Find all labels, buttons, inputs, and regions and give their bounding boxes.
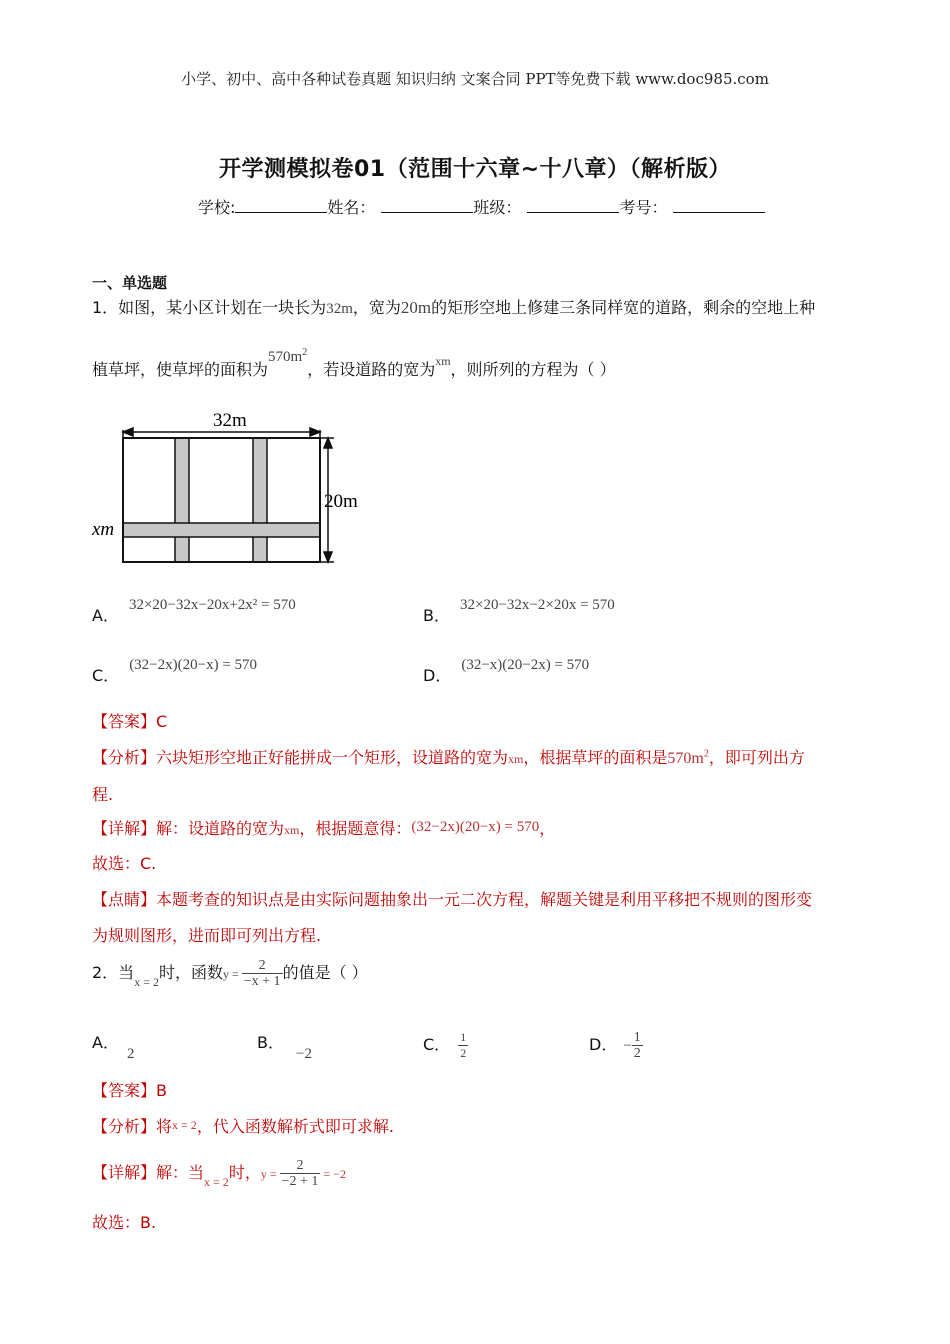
answer-value: B	[156, 1081, 167, 1100]
q2-stem	[92, 958, 368, 989]
field-school-label: 学校:	[198, 198, 236, 217]
field-name-blank[interactable]	[381, 198, 473, 213]
road-horizontal	[123, 523, 320, 537]
q1-choose: 故选：C.	[92, 854, 157, 873]
q2-text: 的值是（ ）	[282, 963, 368, 982]
field-number-label: 考号：	[619, 198, 668, 217]
option-label: B．	[423, 606, 450, 625]
q1-text: 的矩形空地上修建三条同样宽的道路，剩余的空地上种	[431, 298, 816, 317]
q2-choose: 故选：B.	[92, 1213, 157, 1232]
detail-tag: 【详解】	[92, 819, 157, 838]
q1-answer	[92, 709, 167, 732]
label-width: 20m	[324, 491, 358, 512]
fraction-denominator: 2	[460, 1046, 467, 1060]
analysis-tag: 【分析】	[92, 1117, 157, 1136]
q1-analysis-line1	[92, 745, 805, 768]
q2-func-left: y =	[222, 967, 239, 981]
option-label: D．	[589, 1035, 618, 1054]
page-title: 开学测模拟卷01（范围十六章~十八章）（解析版）	[218, 157, 732, 182]
detail-equation: (32−2x)(20−x) = 570	[411, 819, 540, 835]
detail-left: y =	[260, 1167, 277, 1181]
q1-comment-line1	[92, 887, 812, 910]
field-name-label: 姓名：	[327, 198, 376, 217]
section-heading: 一、单选题	[92, 274, 168, 292]
q1-text: 1．如图，某小区计划在一块长为	[92, 298, 327, 317]
detail-text: 解：当	[156, 1163, 205, 1182]
field-number-blank[interactable]	[673, 198, 765, 213]
q1-text: ，则所列的方程为（ ）	[450, 360, 616, 379]
q2-option-b[interactable]	[257, 1030, 312, 1062]
q1-comment-line2: 为规则图形，进而即可列出方程.	[92, 926, 322, 945]
q1-width-value: 20m	[400, 298, 432, 317]
detail-fraction	[280, 1158, 321, 1189]
q1-length-value: 32m	[326, 301, 353, 317]
analysis-area: 570m	[667, 750, 704, 767]
q1-figure	[88, 405, 378, 575]
option-label: A．	[92, 606, 119, 625]
fraction-numerator: 2	[258, 958, 266, 973]
detail-text: 解：设道路的宽为	[156, 819, 285, 838]
q1-stem-line2	[92, 347, 616, 380]
q2-analysis	[92, 1114, 394, 1137]
field-school-blank[interactable]	[235, 198, 327, 213]
option-label: C．	[423, 1035, 451, 1054]
analysis-text: 六块矩形空地正好能拼成一个矩形，设道路的宽为	[156, 748, 509, 767]
q1-detail	[92, 816, 555, 839]
q2-option-d[interactable]	[589, 1030, 643, 1061]
student-info-fields	[198, 195, 765, 218]
q1-stem-line1	[92, 295, 815, 318]
detail-text: ，	[539, 819, 556, 838]
option-expression: (32−x)(20−2x) = 570	[461, 657, 590, 673]
q1-road-width-var: xm	[435, 354, 451, 368]
analysis-text: ，根据草坪的面积是	[523, 748, 668, 767]
q2-option-a[interactable]	[92, 1030, 135, 1062]
q1-text: 植草坪，使草坪的面积为	[92, 360, 269, 379]
field-class-blank[interactable]	[527, 198, 619, 213]
q2-detail	[92, 1158, 346, 1189]
fraction-numerator: 1	[633, 1030, 641, 1045]
option-label: C．	[92, 666, 120, 685]
q1-option-d[interactable]	[423, 657, 590, 686]
fraction-numerator: 2	[296, 1158, 304, 1173]
option-label: B．	[257, 1033, 284, 1052]
analysis-area-exponent: 2	[703, 748, 709, 760]
q1-area-value: 570m	[268, 349, 303, 365]
q2-condition: x = 2	[134, 975, 159, 989]
label-road-width: xm	[92, 519, 115, 540]
road-vertical-2	[253, 438, 267, 562]
q2-text: 时，函数	[158, 963, 223, 982]
q1-option-b[interactable]	[423, 597, 615, 626]
q2-func-fraction	[242, 958, 283, 989]
option-fraction	[458, 1030, 468, 1061]
analysis-var: xm	[508, 752, 524, 766]
q1-text: ，若设道路的宽为	[307, 360, 436, 379]
analysis-text: ，代入函数解析式即可求解.	[196, 1117, 394, 1136]
label-length: 32m	[213, 410, 247, 431]
q1-rectangle	[123, 438, 320, 562]
analysis-text: ，即可列出方	[708, 748, 805, 767]
option-value: 2	[126, 1046, 135, 1062]
detail-var: xm	[284, 823, 300, 837]
comment-text: 本题考查的知识点是由实际问题抽象出一元二次方程，解题关键是利用平移把不规则的图形变	[156, 890, 813, 909]
option-label: D．	[423, 666, 452, 685]
analysis-text: 将	[156, 1117, 173, 1136]
answer-value: C	[156, 712, 168, 731]
detail-text: ，根据题意得：	[299, 819, 412, 838]
answer-tag: 【答案】	[92, 712, 157, 731]
analysis-condition: x = 2	[172, 1118, 197, 1132]
q1-option-a[interactable]	[92, 597, 296, 626]
page-header: 小学、初中、高中各种试卷真题 知识归纳 文案合同 PPT等免费下载 www.doc985.com	[181, 70, 769, 88]
comment-tag: 【点睛】	[92, 890, 157, 909]
fraction-numerator: 1	[460, 1030, 467, 1044]
option-expression: 32×20−32x−20x+2x² = 570	[128, 597, 296, 613]
fraction-denominator: −x + 1	[243, 974, 281, 989]
field-class-label: 班级：	[473, 198, 522, 217]
q1-text: ，宽为	[352, 298, 401, 317]
detail-text: 时，	[228, 1163, 261, 1182]
option-fraction	[632, 1030, 643, 1061]
q2-text: 2．当	[92, 963, 135, 982]
option-sign: −	[623, 1038, 632, 1054]
fraction-denominator: −2 + 1	[281, 1174, 319, 1189]
detail-right: = −2	[323, 1167, 346, 1181]
detail-tag: 【详解】	[92, 1163, 157, 1182]
road-vertical-1	[175, 438, 189, 562]
q1-analysis-line2: 程.	[92, 785, 114, 804]
q1-option-c[interactable]	[92, 657, 258, 686]
q2-option-c[interactable]	[423, 1030, 468, 1061]
option-value: −2	[295, 1046, 312, 1062]
fraction-denominator: 2	[633, 1046, 641, 1061]
q2-answer	[92, 1078, 167, 1101]
answer-tag: 【答案】	[92, 1081, 157, 1100]
option-expression: 32×20−32x−2×20x = 570	[459, 597, 615, 613]
analysis-tag: 【分析】	[92, 748, 157, 767]
detail-condition: x = 2	[204, 1175, 229, 1189]
option-expression: (32−2x)(20−x) = 570	[129, 657, 258, 673]
q1-area-exponent: 2	[302, 347, 308, 358]
option-label: A．	[92, 1033, 119, 1052]
